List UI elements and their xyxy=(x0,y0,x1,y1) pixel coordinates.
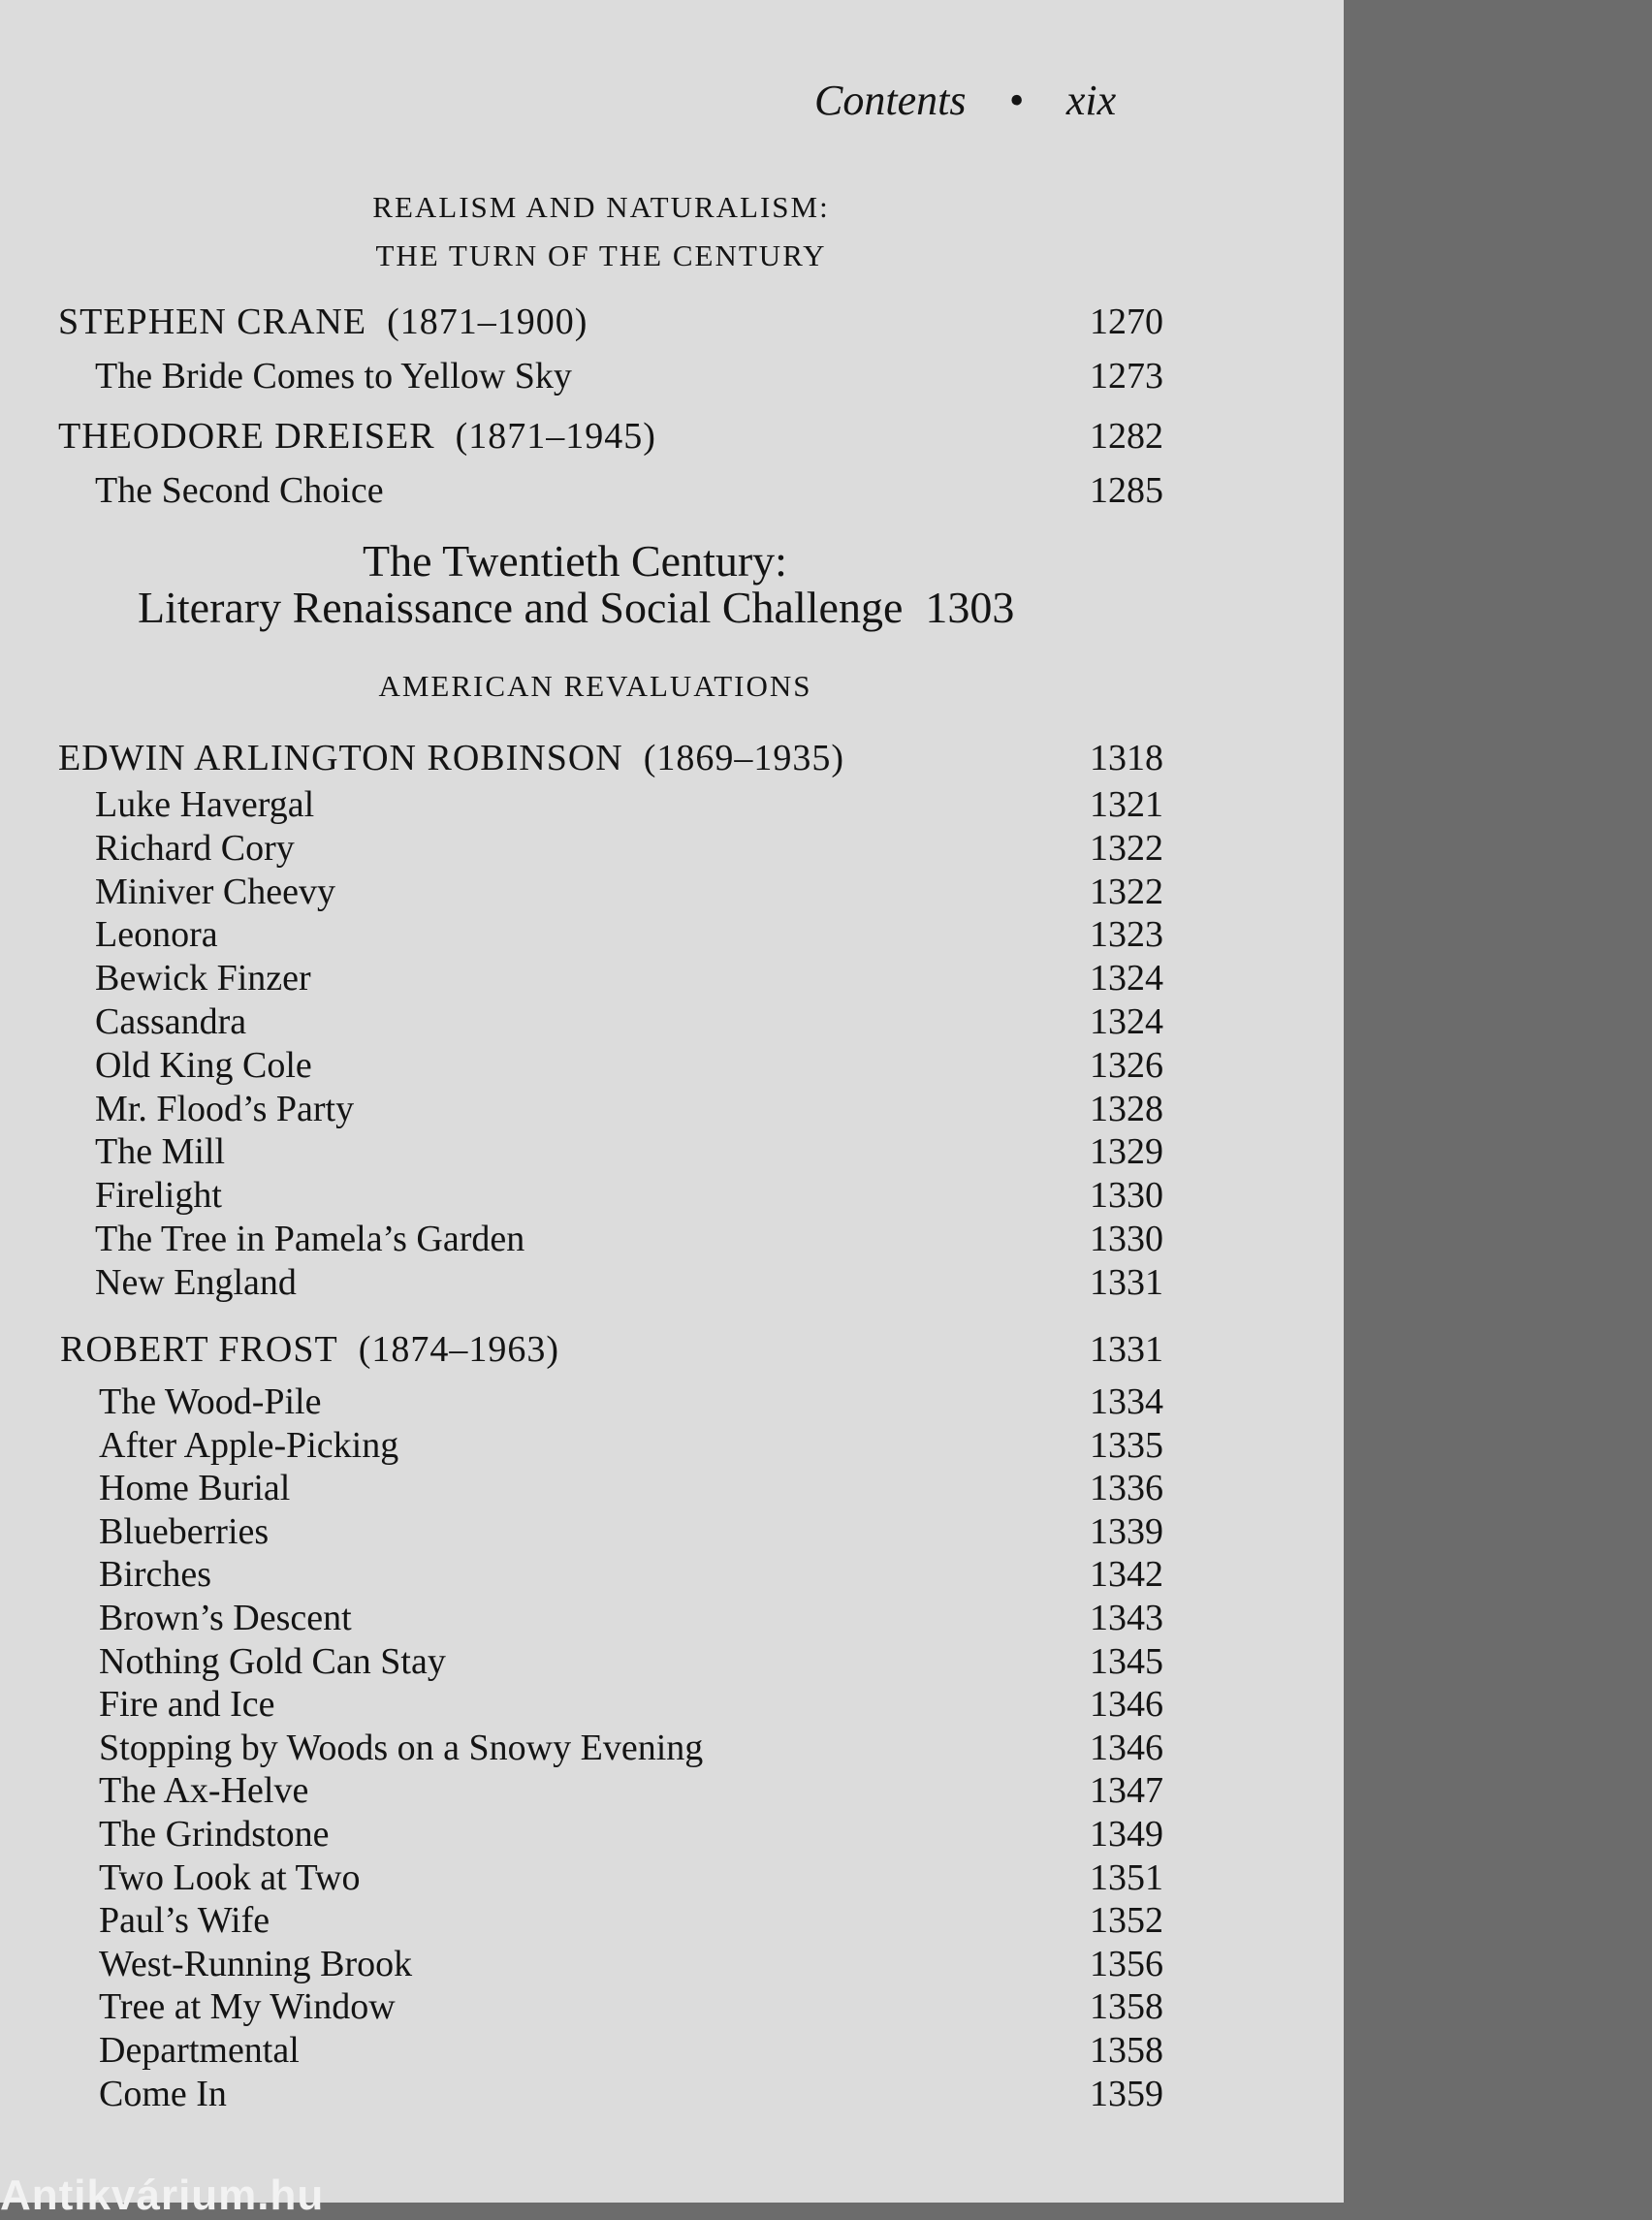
work-title: Leonora xyxy=(95,914,218,956)
author-dates: (1871–1945) xyxy=(455,416,656,457)
page-number: 1323 xyxy=(1090,914,1163,956)
work-entry xyxy=(0,1769,1163,1812)
author-dates: (1871–1900) xyxy=(387,301,588,342)
work-title: The Second Choice xyxy=(95,470,384,511)
page-number: 1282 xyxy=(1090,416,1163,457)
work-entry xyxy=(0,1130,1163,1173)
page-number: 1346 xyxy=(1090,1684,1163,1726)
work-entry xyxy=(0,913,1163,956)
work-entry xyxy=(0,469,1163,512)
part-title-page: 1303 xyxy=(925,583,1015,632)
work-entry xyxy=(0,957,1163,999)
author-entry-dreiser xyxy=(0,415,1163,458)
part-title-line-2 xyxy=(138,582,1014,633)
work-title: The Bride Comes to Yellow Sky xyxy=(95,356,572,396)
work-title: Fire and Ice xyxy=(99,1684,275,1726)
author-dates: (1874–1963) xyxy=(358,1329,560,1370)
work-title: Mr. Flood’s Party xyxy=(95,1088,355,1129)
page-number: 1322 xyxy=(1090,827,1163,869)
work-entry xyxy=(0,1727,1163,1769)
page-number: 1343 xyxy=(1090,1598,1163,1638)
work-title: Old King Cole xyxy=(95,1044,312,1086)
author-entry-frost xyxy=(0,1328,1163,1371)
work-entry xyxy=(0,1044,1163,1087)
page-number: 1345 xyxy=(1090,1640,1163,1682)
work-entry xyxy=(0,1000,1163,1043)
author-name: STEPHEN CRANE xyxy=(58,301,367,342)
work-entry xyxy=(0,2029,1163,2072)
page-number: 1324 xyxy=(1090,1001,1163,1042)
page-number: 1349 xyxy=(1090,1814,1163,1855)
running-head-label: Contents xyxy=(814,77,967,124)
work-title: After Apple-Picking xyxy=(99,1424,399,1466)
work-entry xyxy=(0,1380,1163,1423)
work-title: Paul’s Wife xyxy=(99,1900,270,1942)
author-name: THEODORE DREISER xyxy=(58,416,435,457)
work-entry xyxy=(0,1640,1163,1683)
author-name: ROBERT FROST xyxy=(60,1329,338,1370)
work-title: Tree at My Window xyxy=(99,1986,396,2028)
page-number: 1321 xyxy=(1090,784,1163,825)
watermark: Antikvárium.hu xyxy=(0,2172,325,2219)
page-number: 1339 xyxy=(1090,1510,1163,1552)
author-entry-crane xyxy=(0,301,1163,343)
work-entry xyxy=(0,1553,1163,1596)
work-entry xyxy=(0,1813,1163,1855)
page-number: 1342 xyxy=(1090,1554,1163,1596)
section-heading-american-revaluations: AMERICAN REVALUATIONS xyxy=(378,669,812,703)
author-heading xyxy=(58,737,844,779)
work-title: Come In xyxy=(99,2073,227,2114)
section-heading-line-1: REALISM AND NATURALISM: xyxy=(372,190,830,224)
page-number: 1351 xyxy=(1090,1856,1163,1898)
work-title: West-Running Brook xyxy=(99,1943,413,1984)
work-title: The Grindstone xyxy=(99,1814,330,1855)
page-number: 1336 xyxy=(1090,1468,1163,1509)
page-number: 1358 xyxy=(1090,1986,1163,2028)
running-head xyxy=(814,76,1116,125)
work-title: Blueberries xyxy=(99,1510,270,1552)
work-entry xyxy=(0,1088,1163,1130)
work-entry xyxy=(0,1467,1163,1509)
page-number: 1335 xyxy=(1090,1424,1163,1466)
page-number: 1330 xyxy=(1090,1175,1163,1217)
work-title: The Ax-Helve xyxy=(99,1770,309,1812)
background-surface xyxy=(1344,0,1652,2203)
part-title-line-1: The Twentieth Century: xyxy=(363,536,787,586)
section-heading-line-2: THE TURN OF THE CENTURY xyxy=(375,238,827,272)
work-entry xyxy=(0,783,1163,826)
work-title: Brown’s Descent xyxy=(99,1598,352,1638)
page-number: 1359 xyxy=(1090,2073,1163,2114)
work-entry xyxy=(0,1856,1163,1899)
page-number: 1334 xyxy=(1090,1381,1163,1422)
work-entry xyxy=(0,1261,1163,1304)
work-title: Stopping by Woods on a Snowy Evening xyxy=(99,1727,704,1768)
work-entry xyxy=(0,827,1163,870)
running-head-page: xix xyxy=(1065,77,1117,124)
page-number: 1329 xyxy=(1090,1131,1163,1173)
work-entry xyxy=(0,1683,1163,1726)
work-title: Luke Havergal xyxy=(95,784,315,825)
page-number: 1331 xyxy=(1090,1261,1163,1303)
author-entry-robinson xyxy=(0,737,1163,779)
author-dates: (1869–1935) xyxy=(643,738,845,778)
work-title: New England xyxy=(95,1261,297,1303)
author-heading xyxy=(58,301,588,343)
page-number: 1330 xyxy=(1090,1219,1163,1259)
work-entry xyxy=(0,355,1163,397)
running-head-bullet: • xyxy=(1008,77,1024,124)
work-entry xyxy=(0,1218,1163,1260)
page-number: 1346 xyxy=(1090,1727,1163,1768)
page-number: 1324 xyxy=(1090,958,1163,999)
work-entry xyxy=(0,1424,1163,1467)
work-title: Nothing Gold Can Stay xyxy=(99,1640,446,1682)
work-title: Home Burial xyxy=(99,1468,291,1509)
page-number: 1331 xyxy=(1090,1329,1163,1370)
page-number: 1347 xyxy=(1090,1770,1163,1812)
page-number: 1322 xyxy=(1090,871,1163,912)
work-title: Richard Cory xyxy=(95,827,295,869)
work-title: Firelight xyxy=(95,1175,222,1217)
author-name: EDWIN ARLINGTON ROBINSON xyxy=(58,738,623,778)
page-number: 1358 xyxy=(1090,2030,1163,2071)
work-entry xyxy=(0,1985,1163,2028)
work-title: The Tree in Pamela’s Garden xyxy=(95,1219,525,1259)
work-title: The Mill xyxy=(95,1131,226,1173)
work-title: Cassandra xyxy=(95,1001,247,1042)
author-heading xyxy=(58,415,656,458)
work-title: Miniver Cheevy xyxy=(95,871,336,912)
work-entry xyxy=(0,1174,1163,1217)
work-title: Birches xyxy=(99,1554,212,1596)
page-number: 1270 xyxy=(1090,301,1163,342)
page-number: 1326 xyxy=(1090,1044,1163,1086)
work-entry xyxy=(0,1510,1163,1553)
work-title: The Wood-Pile xyxy=(99,1381,322,1422)
work-entry xyxy=(0,1899,1163,1942)
part-title-text: Literary Renaissance and Social Challenge xyxy=(138,583,904,632)
page-number: 1273 xyxy=(1090,356,1163,396)
work-title: Departmental xyxy=(99,2030,300,2071)
work-entry xyxy=(0,1597,1163,1639)
work-entry xyxy=(0,2073,1163,2115)
work-entry xyxy=(0,871,1163,913)
page-number: 1352 xyxy=(1090,1900,1163,1942)
page-number: 1356 xyxy=(1090,1943,1163,1984)
work-title: Bewick Finzer xyxy=(95,958,311,999)
work-title: Two Look at Two xyxy=(99,1856,361,1898)
author-heading xyxy=(60,1328,559,1371)
page-number: 1285 xyxy=(1090,470,1163,511)
page-number: 1328 xyxy=(1090,1088,1163,1129)
page-number: 1318 xyxy=(1090,738,1163,778)
work-entry xyxy=(0,1943,1163,1985)
